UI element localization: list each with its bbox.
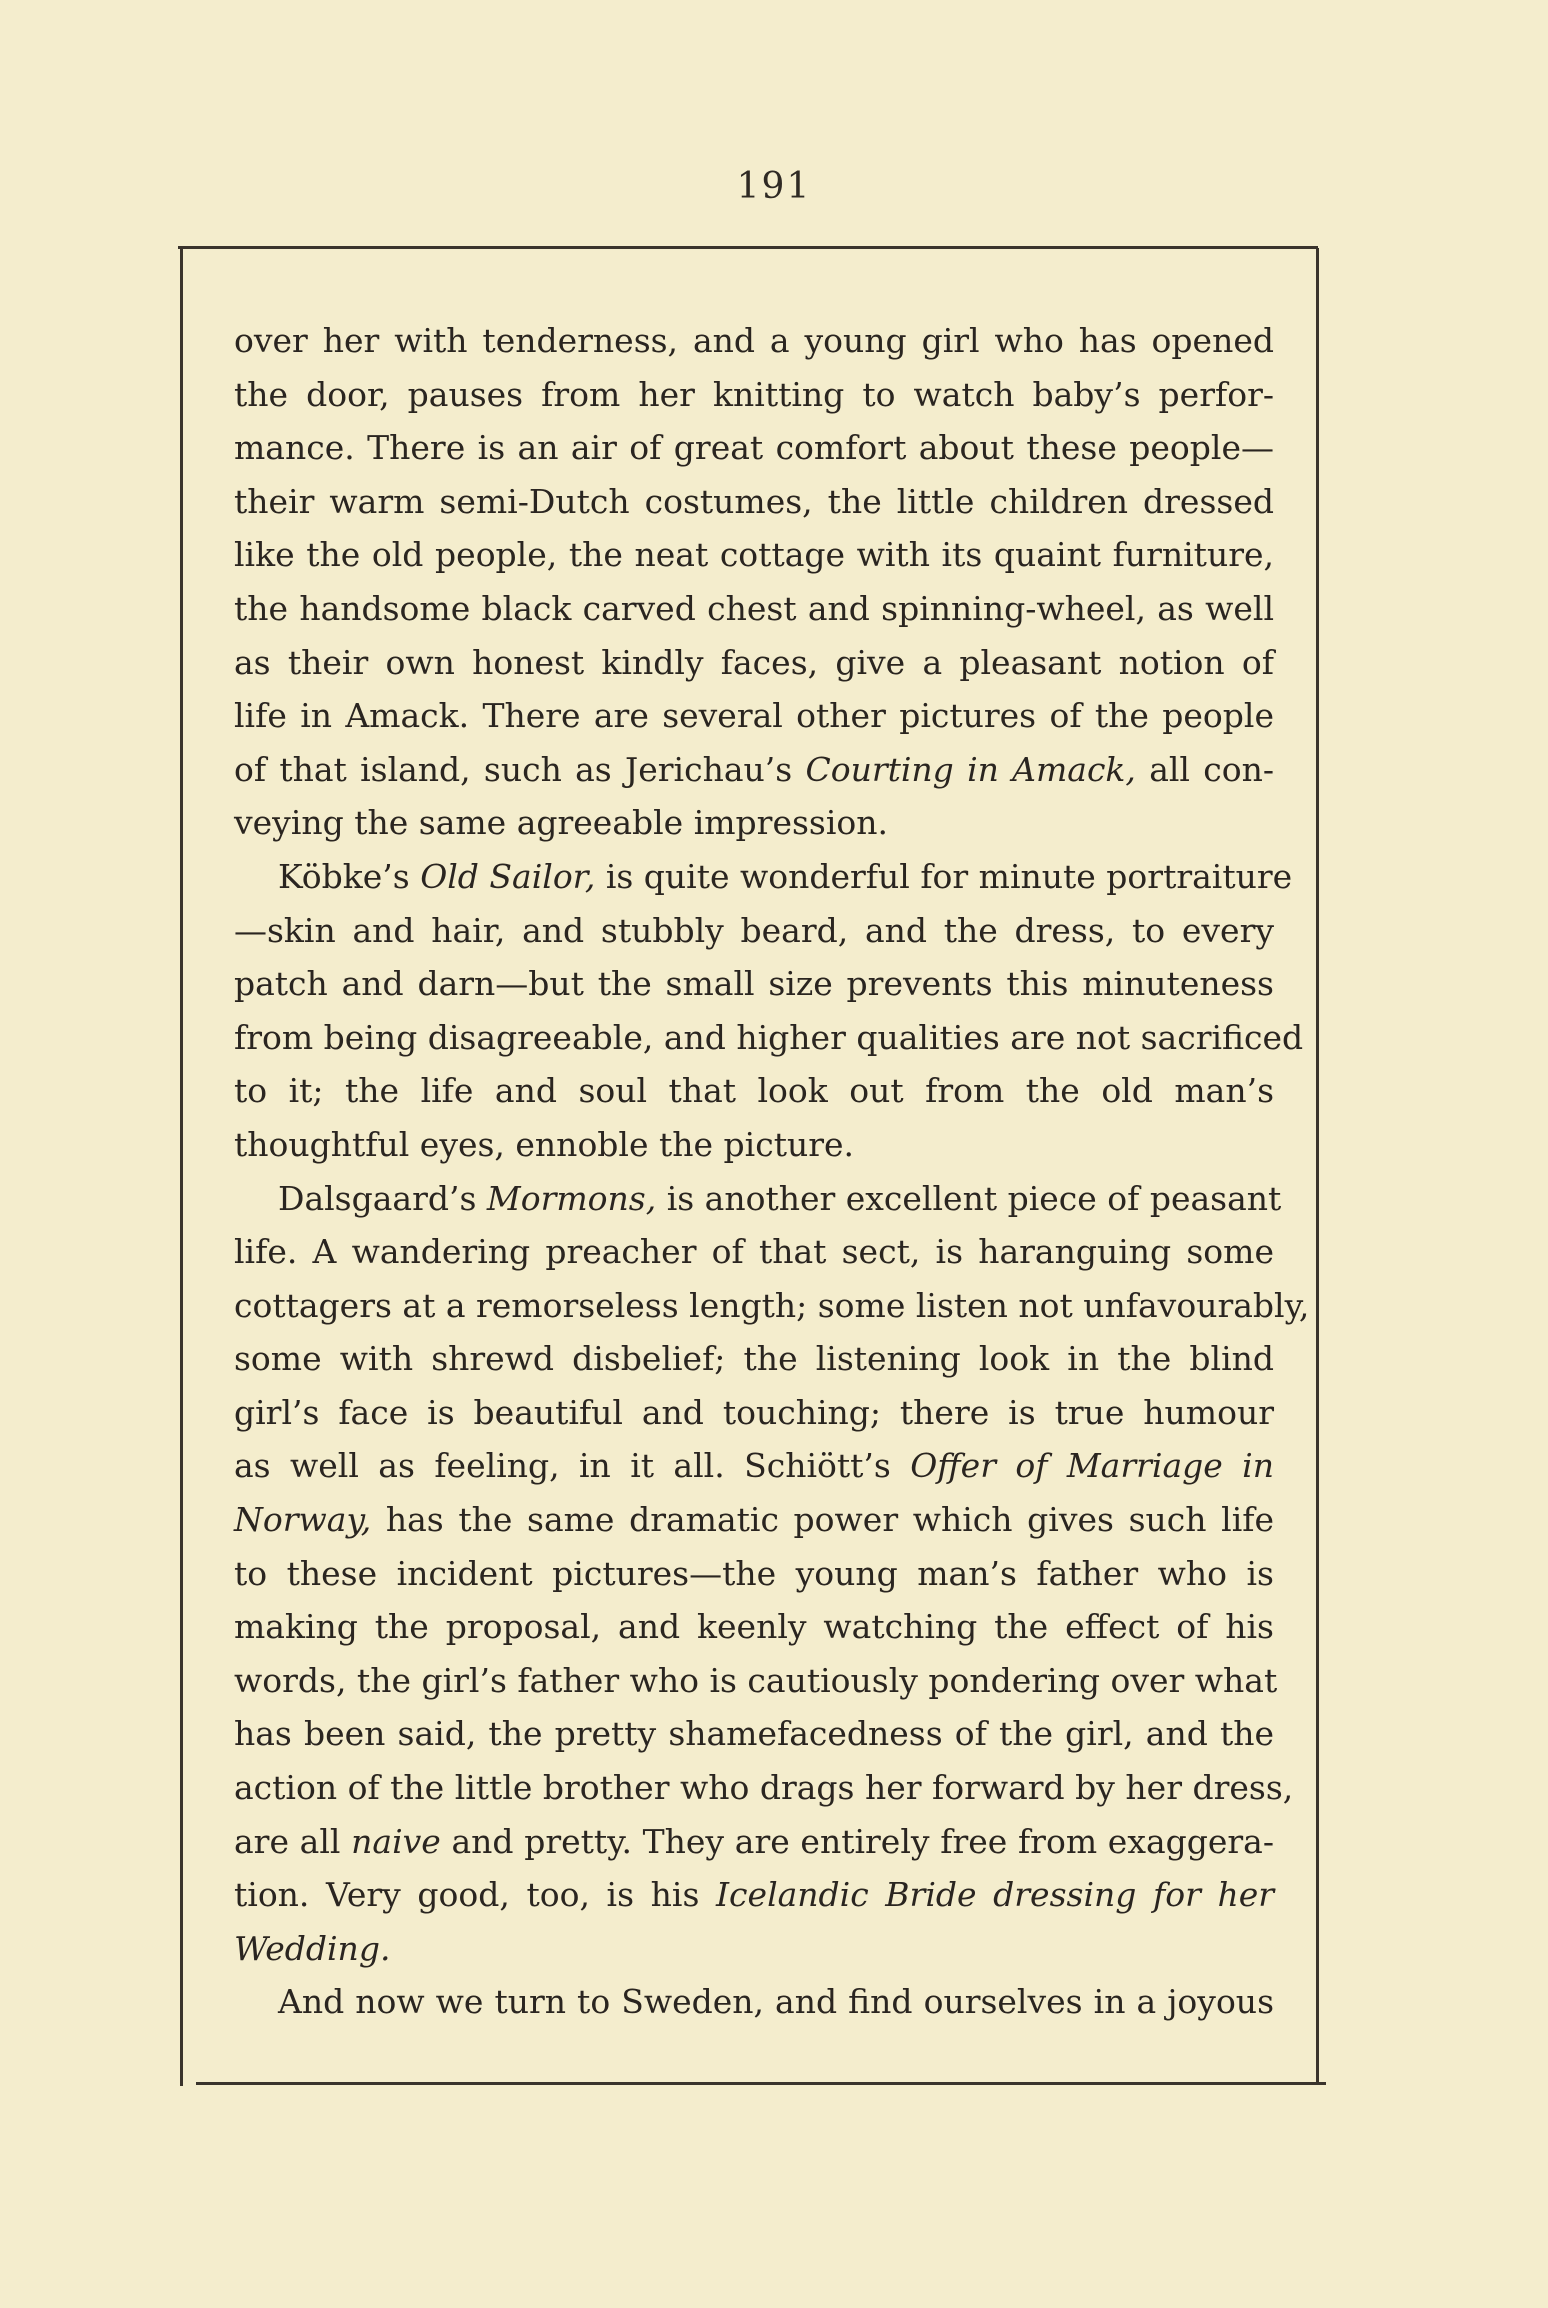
italic-title: Norway, [234,1500,372,1540]
italic-title: Offer of Marriage in [910,1446,1274,1486]
italic-title: Mormons, [486,1178,657,1218]
text-line: words, the girl’s father who is cautiously pondering over what [234,1660,1278,1700]
right-border [1316,248,1319,2082]
left-border [180,248,183,2086]
text-line: from being disagreeable, and higher qualities are not sacrificed [234,1017,1304,1057]
text-line [234,1922,1274,1976]
text-line: like the old people, the neat cottage with its quaint furniture, [234,535,1274,575]
page-number: 191 [736,166,812,207]
italic-title: Courting in Amack, [805,749,1136,789]
italic-title: Icelandic Bride dressing for her [716,1875,1275,1915]
text-line: And now we turn to Sweden, and find ourselves in a joyous [278,1982,1274,2022]
text-line: has been said, the pretty shamefacedness of the girl, and the [234,1714,1274,1754]
text-line: as well as feeling, in it all. Schiött’s Offer of Marriage in [234,1446,1274,1486]
text-line: girl’s face is beautiful and touching; there is true humour [234,1392,1274,1432]
text-line: tion. Very good, too, is his Icelandic Bride dressing for her [234,1875,1275,1915]
text-line: cottagers at a remorseless length; some listen not unfavourably, [234,1285,1310,1325]
text-line: Köbke’s Old Sailor, is quite wonderful for minute portraiture [278,856,1293,896]
text-line: to these incident pictures—the young man’s father who is [234,1553,1274,1593]
text-line: action of the little brother who drags her forward by her dress, [234,1768,1294,1808]
text-line: Dalsgaard’s Mormons, is another excellent piece of peasant [278,1178,1282,1218]
text-line: the door, pauses from her knitting to watch baby’s perfor- [234,374,1274,414]
italic-word: naive [351,1821,441,1861]
text-line: making the proposal, and keenly watching the effect of his [234,1607,1274,1647]
bottom-rule [196,2082,1326,2085]
text-line: of that island, such as Jerichau’s Courting in Amack, all con- [234,749,1274,789]
text-line: thoughtful eyes, ennoble the picture. [234,1124,855,1164]
text-line: patch and darn—but the small size prevents this minuteness [234,964,1274,1004]
text-line: as their own honest kindly faces, give a pleasant notion of [234,642,1274,682]
italic-title: Wedding. [234,1928,391,1968]
text-line: some with shrewd disbelief; the listening look in the blind [234,1339,1274,1379]
body-text [234,314,1310,2029]
text-line: life. A wandering preacher of that sect, is haranguing some [234,1232,1274,1272]
text-line: mance. There is an air of great comfort about these people— [234,428,1274,468]
text-line: Norway, has the same dramatic power which gives such life [234,1500,1274,1540]
text-line: over her with tenderness, and a young girl who has opened [234,321,1274,360]
text-line: life in Amack. There are several other pictures of the people [234,696,1274,736]
text-line: their warm semi-Dutch costumes, the little children dressed [234,481,1274,521]
top-rule [178,246,1318,249]
text-line: to it; the life and soul that look out from the old man’s [234,1071,1274,1111]
text-line: the handsome black carved chest and spinning-wheel, as well [234,588,1274,628]
text-line: —skin and hair, and stubbly beard, and the dress, to every [234,910,1274,950]
text-line: veying the same agreeable impression. [234,803,889,843]
text-line: are all naive and pretty. They are entirely free from exaggera- [234,1821,1274,1861]
italic-title: Old Sailor, [420,856,596,896]
